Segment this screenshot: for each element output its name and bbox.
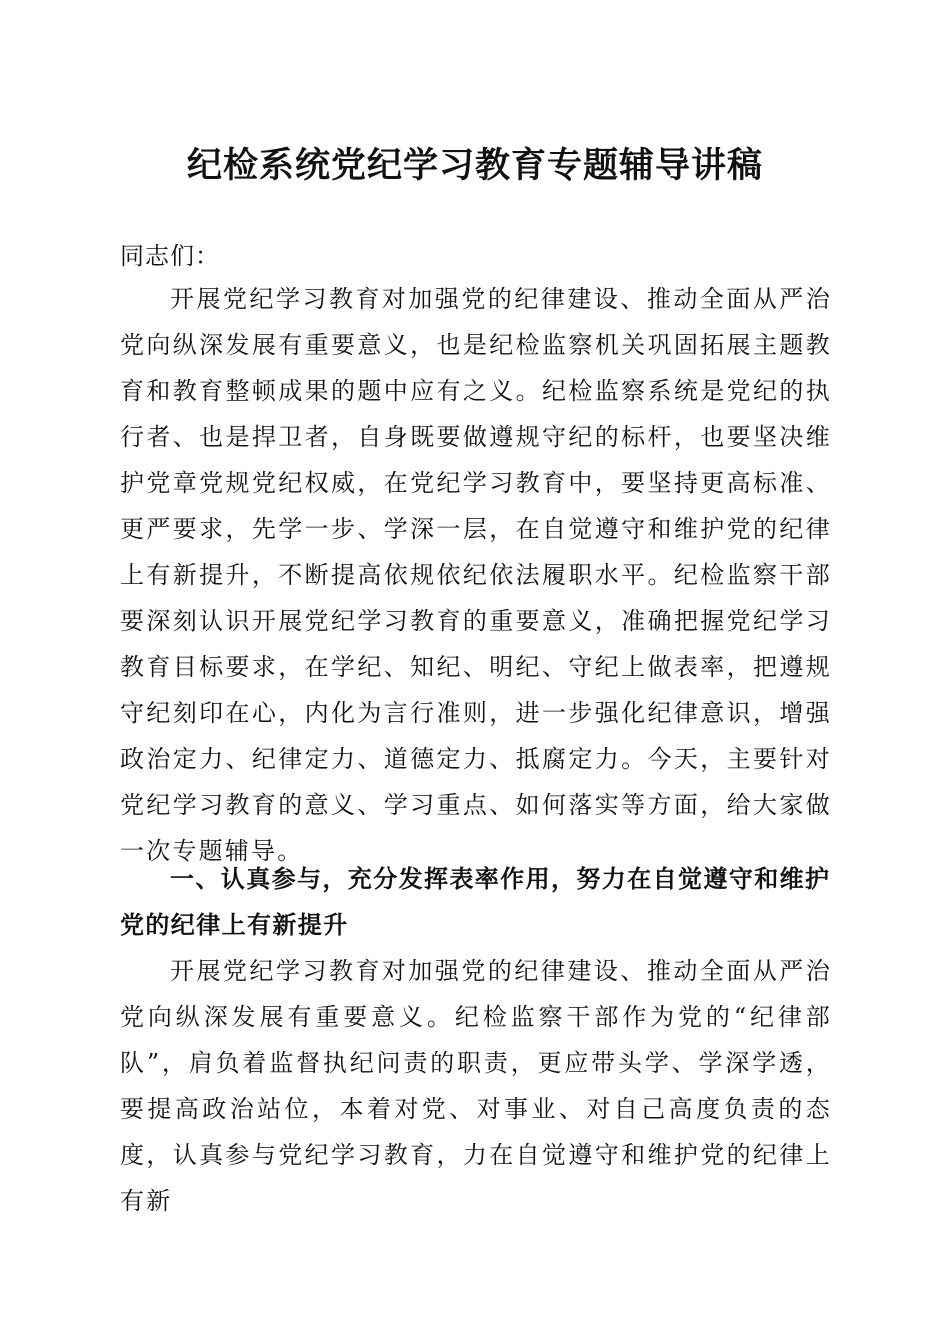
paragraph-intro: 开展党纪学习教育对加强党的纪律建设、推动全面从严治党向纵深发展有重要意义，也是纪检监察机关巩固拓展主题教育和教育整顿成果的题中应有之义。纪检监察系统是党纪的执行者、也是捍卫者，自身既要做遵规守纪的标杆，也要坚决维护党章党规党纪权威，在党纪学习教育中，要坚持更高标准、更严要求，先学一步、学深一层，在自觉遵守和维护党的纪律上有新提升，不断提高依规依纪依法履职水平。纪检监察干部要深刻认识开展党纪学习教育的重要意义，准确把握党纪学习教育目标要求，在学纪、知纪、明纪、守纪上做表率，把遵规守纪刻印在心，内化为言行准则，进一步强化纪律意识，增强政治定力、纪律定力、道德定力、抵腐定力。今天，主要针对党纪学习教育的意义、学习重点、如何落实等方面，给大家做一次专题辅导。: [120, 285, 832, 865]
salutation: 同志们：: [120, 242, 220, 270]
section-heading-1: 一、认真参与，充分发挥表率作用，努力在自觉遵守和维护党的纪律上有新提升: [120, 865, 831, 939]
document-title: 纪检系统党纪学习教育专题辅导讲稿: [186, 146, 763, 186]
paragraph-section-1: 开展党纪学习教育对加强党的纪律建设、推动全面从严治党向纵深发展有重要意义。纪检监察干部作为党的“纪律部队”，肩负着监督执纪问责的职责，更应带头学、学深学透，要提高政治站位，本着对党、对事业、对自己高度负责的态度，认真参与党纪学习教育，力在自觉遵守和维护党的纪律上有新: [120, 957, 832, 1215]
